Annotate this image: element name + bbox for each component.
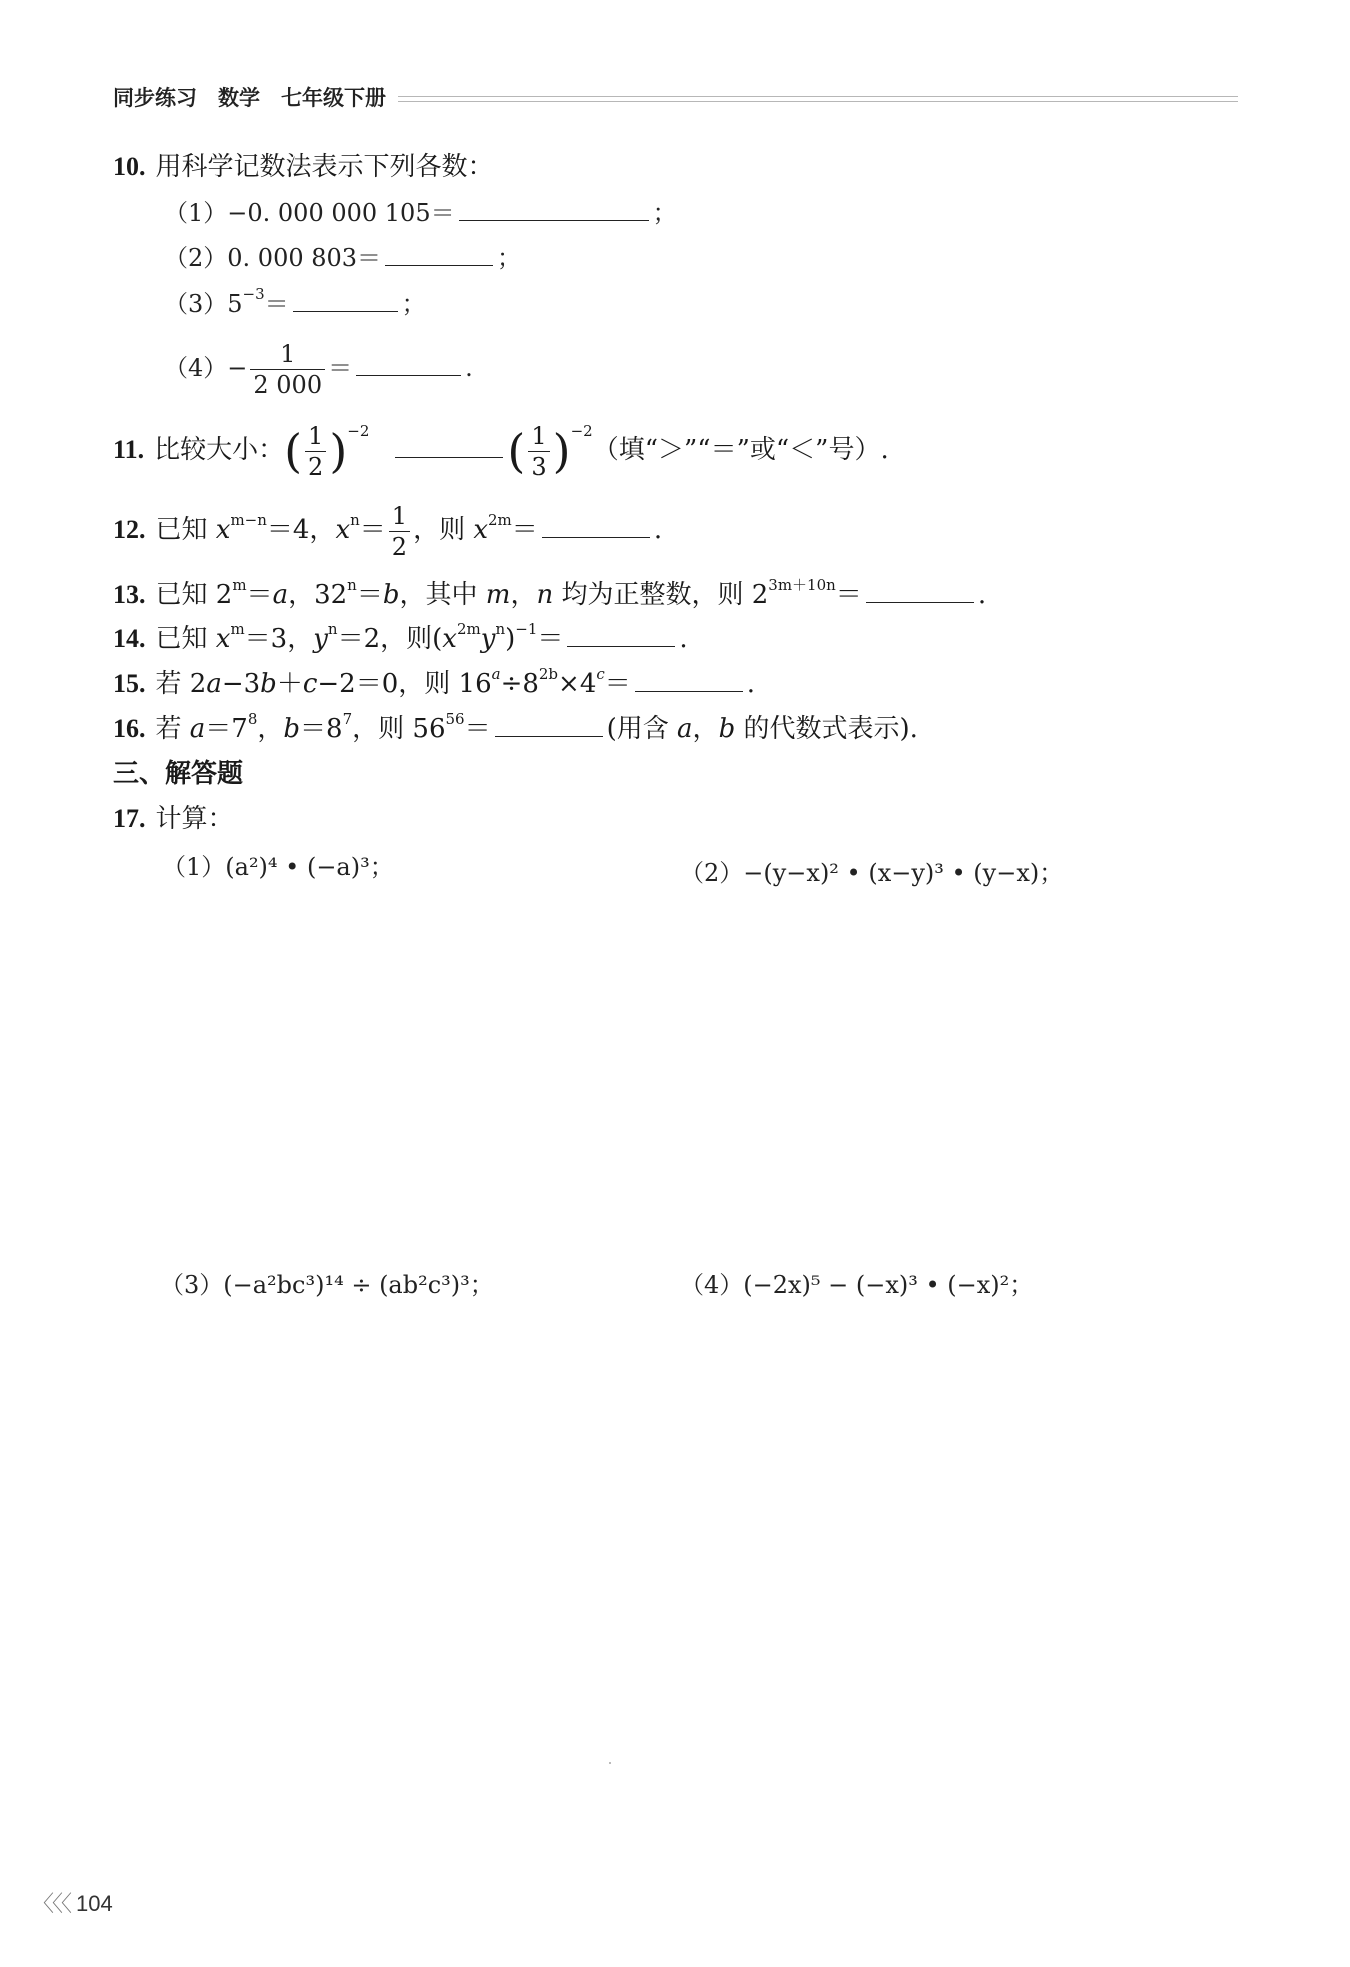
q10-part3 — [164, 287, 426, 321]
q16-text-2: ， — [257, 714, 284, 744]
q12-var-x-2: x — [335, 515, 351, 545]
q14-blank[interactable] — [567, 626, 675, 647]
q16-tail-var-b: b — [718, 714, 736, 744]
q13-text-6: 均为正整数，则 2 — [553, 580, 769, 610]
q16-equals: ＝ — [464, 714, 491, 744]
q15-exponent-2: 2b — [538, 665, 559, 683]
q16-prefix: 若 — [155, 714, 190, 744]
header-title: 同步练习 数学 七年级下册 — [113, 86, 386, 110]
q13-var-m: m — [485, 580, 511, 610]
q16-var-b: b — [283, 714, 301, 744]
q14-text-3: ) — [505, 624, 516, 654]
q15-exponent-1 — [492, 665, 501, 683]
q15-period: . — [746, 669, 756, 699]
q13-text-4: ，其中 — [399, 580, 486, 610]
q10-part3-blank[interactable] — [293, 291, 398, 312]
q14-exponent-1: m — [230, 620, 245, 638]
q17-text: 计算： — [155, 804, 234, 834]
scan-speck — [609, 1762, 611, 1764]
q14-var-y-2: y — [480, 624, 496, 654]
q12-var-x-1: x — [215, 515, 231, 545]
q13-period: . — [977, 580, 987, 610]
q10-part4-denominator: 2 000 — [253, 371, 323, 399]
q15-var-c: c — [302, 669, 318, 699]
q16-text-1: ＝7 — [205, 714, 248, 744]
q12-period: . — [653, 515, 663, 545]
q17-number: 17. — [113, 804, 146, 833]
q17-part2: （2）−(y−x)² • (x−y)³ • (y−x)； — [680, 859, 1064, 887]
q13-text-3: ＝ — [356, 580, 383, 610]
q16-text-4: ，则 56 — [352, 714, 446, 744]
q16-tail-2: 的代数式表示). — [735, 714, 918, 744]
q11-exponent-2: −2 — [570, 422, 593, 440]
q10-part4-label: （4）− — [164, 354, 248, 382]
q11-fraction-2-numerator: 1 — [528, 421, 549, 452]
q15-exponent-3-var: c — [596, 665, 605, 683]
q13-text-1: ＝ — [246, 580, 273, 610]
q11-fraction-1-denominator: 2 — [308, 452, 324, 481]
q11-fraction-1 — [305, 421, 326, 482]
q10-part1-semicolon: ； — [652, 199, 677, 227]
q10-part1 — [164, 196, 677, 230]
q15-var-a: a — [206, 669, 222, 699]
q13-prefix: 已知 2 — [155, 580, 233, 610]
q15-equals: ＝ — [604, 669, 631, 699]
q16-text-3: ＝8 — [300, 714, 343, 744]
q16-var-a: a — [189, 714, 206, 744]
q13-number: 13. — [113, 580, 146, 609]
q13-exponent-3: 3m＋10n — [768, 576, 836, 594]
q13-stem — [113, 578, 986, 612]
q14-var-x-2: x — [442, 624, 457, 654]
q14-equals: ＝ — [537, 624, 564, 654]
q12-number: 12. — [113, 515, 146, 544]
q10-part4-blank[interactable] — [356, 355, 461, 376]
q14-var-x-1: x — [215, 624, 231, 654]
q12-fraction-numerator: 1 — [389, 501, 410, 532]
q16-tail-var-a: a — [677, 714, 693, 744]
q15-text-1: −3 — [221, 669, 261, 699]
q12-var-x-3: x — [473, 515, 489, 545]
q11-fraction-2-denominator: 3 — [531, 452, 547, 481]
q10-part2-blank[interactable] — [385, 245, 493, 266]
q10-part3-exponent: −3 — [242, 285, 265, 303]
q16-exponent-2: 7 — [342, 710, 353, 728]
q14-exponent-3: 2m — [456, 620, 481, 638]
q12-fraction-denominator: 2 — [391, 532, 408, 561]
q12-fraction — [389, 501, 410, 562]
q13-text-5: ， — [510, 580, 537, 610]
q15-text-4: ÷8 — [500, 669, 539, 699]
q15-text-3: −2＝0，则 16 — [317, 669, 492, 699]
q11-fraction-2 — [528, 421, 549, 482]
q12-prefix: 已知 — [155, 515, 216, 545]
q17-part4: （4）(−2x)⁵ − (−x)³ • (−x)²； — [680, 1271, 1034, 1299]
q15-stem — [113, 667, 755, 701]
page-number: 104 — [76, 1891, 113, 1916]
q12-mid-3: ，则 — [413, 515, 474, 545]
q14-text-1: ＝3， — [244, 624, 314, 654]
q14-exponent-4: n — [495, 620, 506, 638]
page-header — [113, 82, 1238, 112]
q10-text: 用科学记数法表示下列各数： — [155, 152, 494, 182]
q13-exponent-2: n — [347, 576, 357, 594]
q10-part4-period: . — [465, 354, 473, 382]
q15-text-2: ＋ — [276, 669, 303, 699]
q14-exponent-2: n — [327, 620, 338, 638]
q12-equals: ＝ — [511, 515, 538, 545]
q13-equals: ＝ — [835, 580, 862, 610]
section-title: 三、解答题 — [113, 759, 244, 789]
q13-var-n: n — [536, 580, 554, 610]
q10-number: 10. — [113, 152, 146, 181]
q16-blank[interactable] — [495, 716, 603, 737]
q14-number: 14. — [113, 624, 146, 653]
q10-part1-blank[interactable] — [459, 200, 649, 221]
q10-stem — [113, 150, 494, 184]
footer-arrows-icon: 〈〈〈 — [32, 1891, 71, 1916]
q15-number: 15. — [113, 669, 146, 698]
q12-mid-1: ＝4， — [266, 515, 336, 545]
q13-var-b: b — [382, 580, 400, 610]
q10-part2-semicolon: ； — [497, 244, 522, 272]
q11-text: 比较大小： — [154, 435, 285, 465]
q10-part4-fraction — [250, 339, 325, 400]
q10-part4-equals: ＝ — [328, 354, 353, 382]
q15-blank[interactable] — [635, 671, 743, 692]
q13-exponent-1: m — [232, 576, 247, 594]
q16-tail-1: (用含 — [606, 714, 678, 744]
q14-exponent-5: −1 — [515, 620, 538, 638]
q16-tail-comma: ， — [692, 714, 719, 744]
q10-part4 — [164, 338, 473, 400]
q14-var-y-1: y — [313, 624, 328, 654]
q15-prefix: 若 2 — [155, 669, 207, 699]
q11-tail: （填“＞”“＝”或“＜”号）. — [592, 435, 889, 465]
q11-right-paren-2: ) — [552, 424, 571, 478]
q14-stem — [113, 622, 688, 656]
q15-var-b: b — [260, 669, 277, 699]
q10-part2 — [164, 241, 521, 275]
q14-prefix: 已知 — [155, 624, 216, 654]
q13-text-2: ，32 — [288, 580, 348, 610]
q13-var-a: a — [272, 580, 289, 610]
q15-exponent-3 — [596, 665, 604, 683]
q12-exponent-2: n — [350, 511, 360, 529]
q10-part1-text: （1）−0. 000 000 105＝ — [164, 199, 455, 227]
q10-part3-base: （3）5 — [164, 290, 243, 318]
q11-number: 11. — [113, 435, 145, 464]
q12-exponent-1: m−n — [230, 511, 267, 529]
q11-right-paren-1: ) — [329, 424, 348, 478]
q16-stem — [113, 712, 918, 746]
q11-exponent-1: −2 — [347, 422, 370, 440]
q14-period: . — [679, 624, 688, 654]
q10-part3-semicolon: ； — [401, 290, 426, 318]
q11-left-paren-2: ( — [507, 424, 526, 478]
q16-number: 16. — [113, 714, 146, 743]
header-rule — [398, 96, 1238, 102]
page-footer — [32, 1887, 113, 1918]
q12-stem — [113, 500, 662, 562]
q10-part3-equals: ＝ — [264, 290, 289, 318]
q15-text-5: ×4 — [558, 669, 597, 699]
q11-fraction-1-numerator: 1 — [305, 421, 326, 452]
q11-stem — [113, 420, 889, 482]
q13-blank[interactable] — [866, 582, 974, 603]
q11-blank[interactable] — [395, 437, 503, 458]
q12-mid-2: ＝ — [359, 515, 386, 545]
q12-blank[interactable] — [542, 517, 650, 538]
q15-exponent-1-var: a — [491, 665, 501, 683]
q11-left-paren-1: ( — [284, 424, 303, 478]
q10-part4-numerator: 1 — [250, 339, 325, 370]
q16-exponent-3: 56 — [445, 710, 465, 728]
q17-part1: （1）(a²)⁴ • (−a)³； — [162, 853, 394, 881]
q17-stem — [113, 802, 234, 836]
q10-part2-text: （2）0. 000 803＝ — [164, 244, 382, 272]
q14-text-2: ＝2，则( — [337, 624, 443, 654]
q17-part3: （3）(−a²bc³)¹⁴ ÷ (ab²c³)³； — [160, 1271, 494, 1299]
q16-exponent-1: 8 — [247, 710, 258, 728]
q12-exponent-3: 2m — [488, 511, 512, 529]
